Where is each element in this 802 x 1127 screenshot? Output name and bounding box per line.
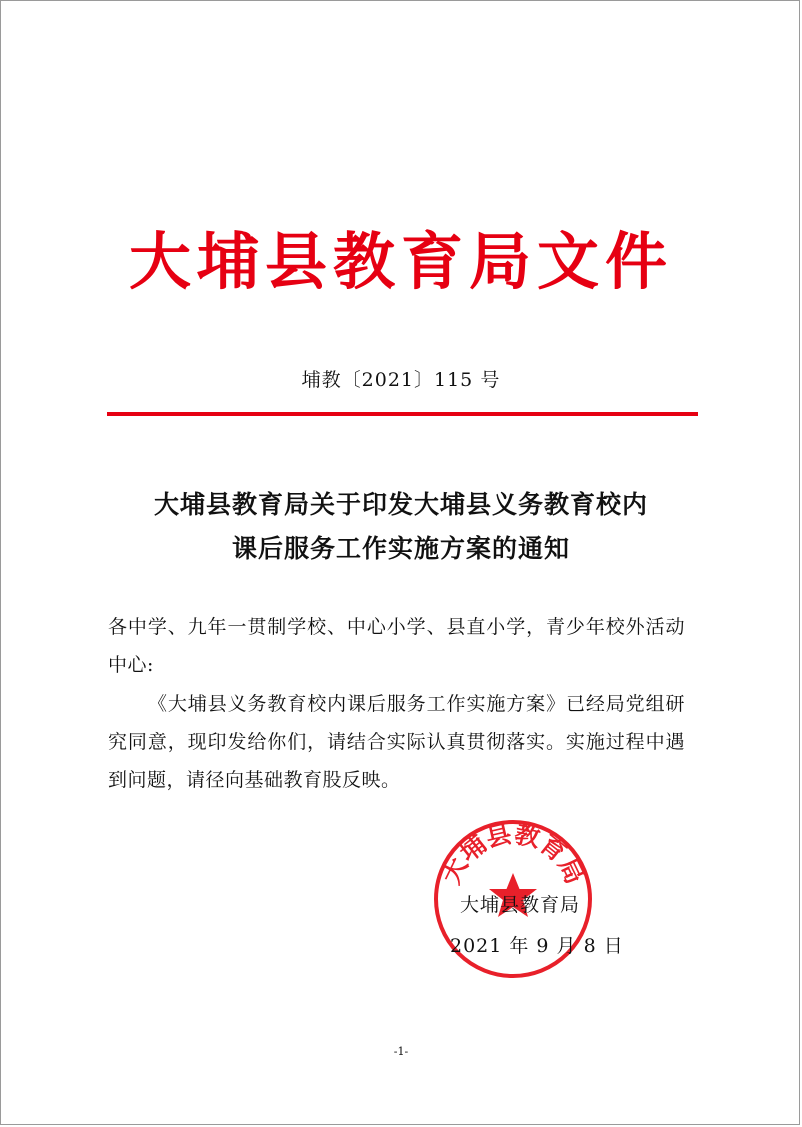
signature-organization: 大埔县教育局 bbox=[460, 894, 581, 916]
signature-date: 2021 年 9 月 8 日 bbox=[450, 935, 624, 957]
salutation: 各中学、九年一贯制学校、中心小学、县直小学，青少年校外活动中心: bbox=[108, 616, 685, 676]
notice-title-line-1: 大埔县教育局关于印发大埔县义务教育校内 bbox=[153, 490, 648, 519]
page-number: -1- bbox=[393, 1045, 409, 1058]
seal-text: 大埔县教育局 bbox=[436, 819, 590, 889]
body-paragraph: 《大埔县义务教育校内课后服务工作实施方案》已经局党组研究同意，现印发给你们，请结合实际认真贯彻落实。实施过程中遇到问题，请径向基础教育股反映。 bbox=[108, 693, 685, 791]
notice-title bbox=[100, 483, 702, 571]
document-number: 埔教〔2021〕115 号 bbox=[301, 369, 501, 391]
red-divider bbox=[107, 412, 698, 416]
masthead-title: 大埔县教育局文件 bbox=[128, 225, 673, 298]
notice-title-line-2: 课后服务工作实施方案的通知 bbox=[231, 534, 570, 563]
